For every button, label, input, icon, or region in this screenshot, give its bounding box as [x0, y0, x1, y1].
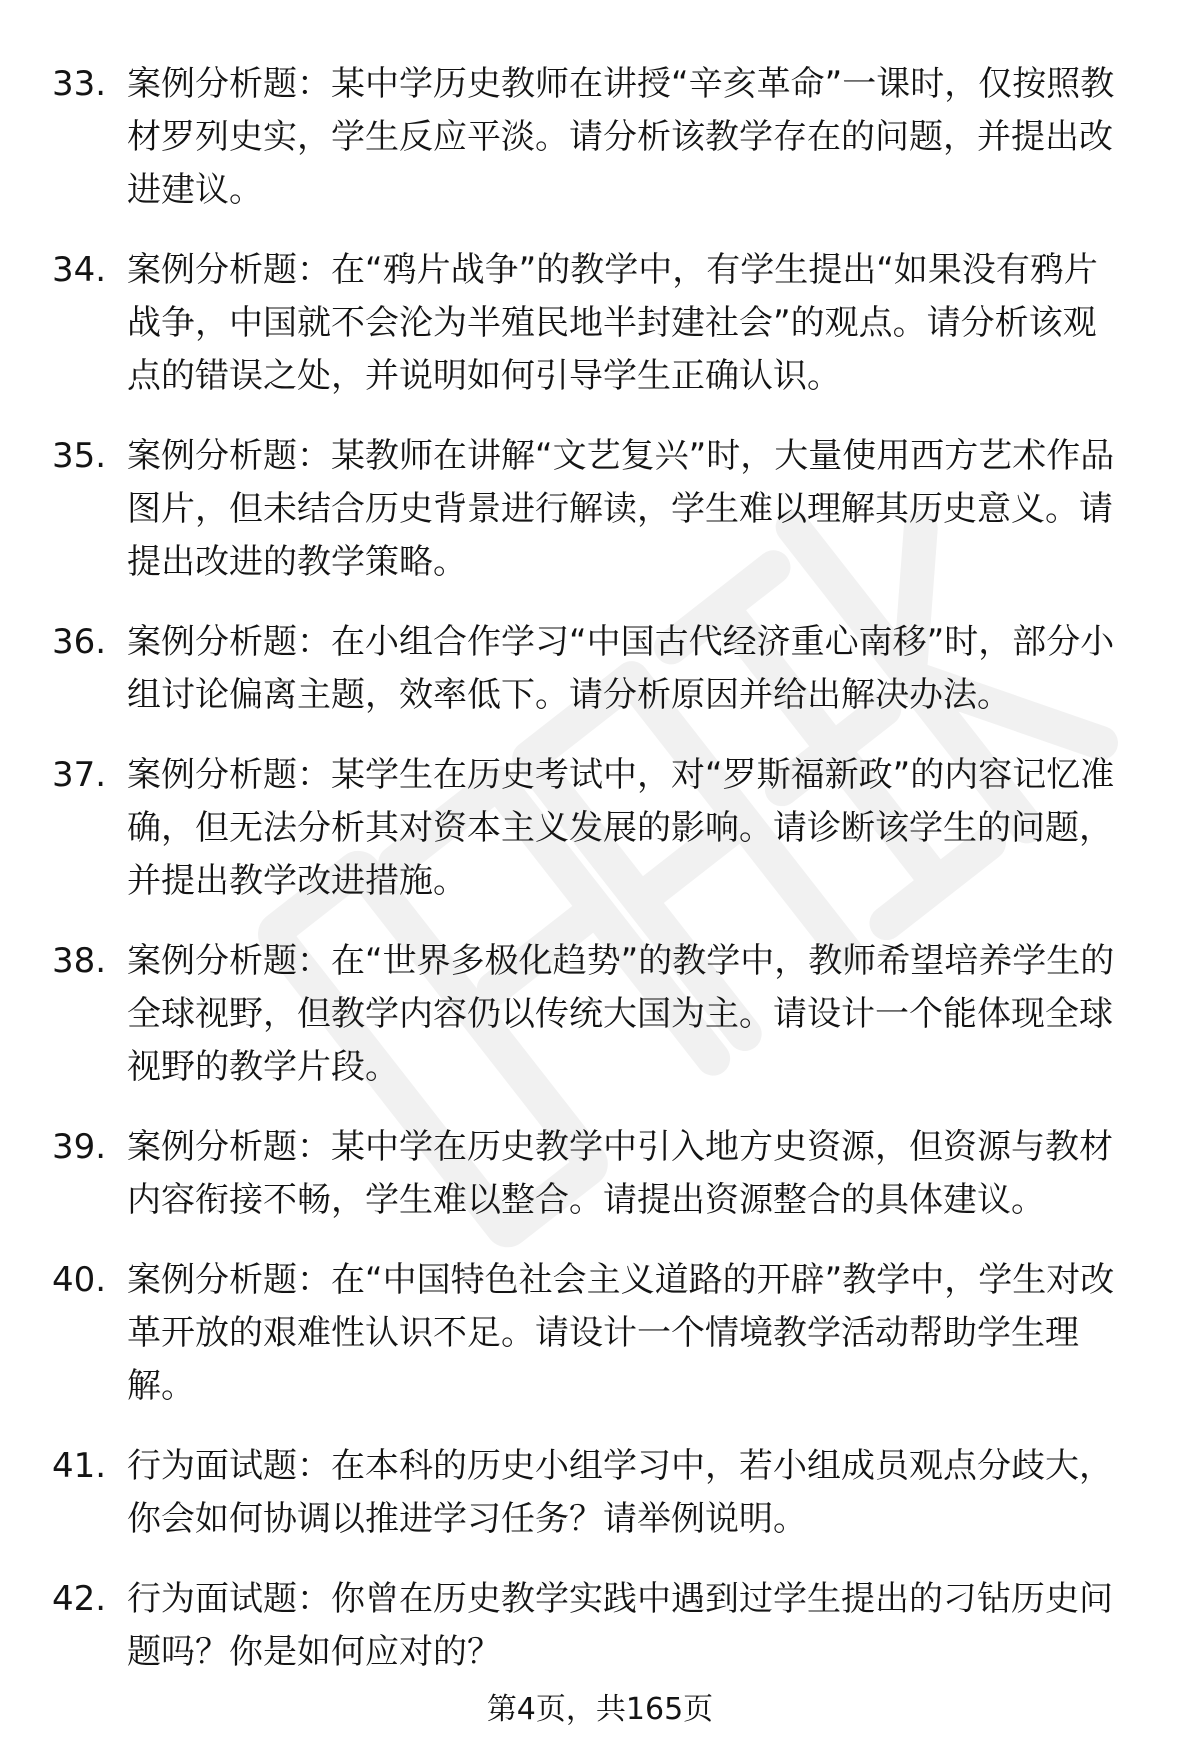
question-text: 案例分析题：在小组合作学习“中国古代经济重心南移”时，部分小组讨论偏离主题，效率低下。请分析原因并给出解决办法。 [127, 622, 1115, 715]
question-item [0, 58, 1200, 217]
question-list [0, 58, 1200, 1706]
question-text: 案例分析题：某中学历史教师在讲授“辛亥革命”一课时，仅按照教材罗列史实，学生反应平淡。请分析该教学存在的问题，并提出改进建议。 [127, 64, 1115, 210]
question-item [0, 1573, 1200, 1679]
question-text: 案例分析题：在“鸦片战争”的教学中，有学生提出“如果没有鸦片战争，中国就不会沦为半殖民地半封建社会”的观点。请分析该观点的错误之处，并说明如何引导学生正确认识。 [127, 250, 1098, 396]
question-text: 行为面试题：你曾在历史教学实践中遇到过学生提出的刁钻历史问题吗？你是如何应对的？ [127, 1579, 1113, 1672]
question-number: 36. [52, 622, 107, 662]
question-item [0, 1121, 1200, 1227]
question-text: 行为面试题：在本科的历史小组学习中，若小组成员观点分歧大，你会如何协调以推进学习任务？请举例说明。 [127, 1446, 1113, 1539]
question-number: 39. [52, 1127, 107, 1167]
question-item [0, 935, 1200, 1094]
question-text: 案例分析题：在“世界多极化趋势”的教学中，教师希望培养学生的全球视野，但教学内容仍以传统大国为主。请设计一个能体现全球视野的教学片段。 [127, 941, 1115, 1087]
question-number: 37. [52, 755, 107, 795]
question-item [0, 1254, 1200, 1413]
question-number: 35. [52, 436, 107, 476]
question-text: 案例分析题：某中学在历史教学中引入地方史资源，但资源与教材内容衔接不畅，学生难以整合。请提出资源整合的具体建议。 [127, 1127, 1113, 1220]
question-number: 41. [52, 1446, 107, 1486]
question-number: 34. [52, 250, 107, 290]
question-text: 案例分析题：某学生在历史考试中，对“罗斯福新政”的内容记忆准确，但无法分析其对资本主义发展的影响。请诊断该学生的问题，并提出教学改进措施。 [127, 755, 1115, 901]
question-item [0, 244, 1200, 403]
question-item [0, 616, 1200, 722]
question-item [0, 1440, 1200, 1546]
question-text: 案例分析题：在“中国特色社会主义道路的开辟”教学中，学生对改革开放的艰难性认识不足。请设计一个情境教学活动帮助学生理解。 [127, 1260, 1115, 1406]
question-text: 案例分析题：某教师在讲解“文艺复兴”时，大量使用西方艺术作品图片，但未结合历史背景进行解读，学生难以理解其历史意义。请提出改进的教学策略。 [127, 436, 1115, 582]
page-number-footer: 第4页，共165页 [486, 1692, 714, 1727]
question-item [0, 749, 1200, 908]
question-item [0, 430, 1200, 589]
question-number: 33. [52, 64, 107, 104]
question-number: 40. [52, 1260, 107, 1300]
question-number: 38. [52, 941, 107, 981]
question-number: 42. [52, 1579, 107, 1619]
